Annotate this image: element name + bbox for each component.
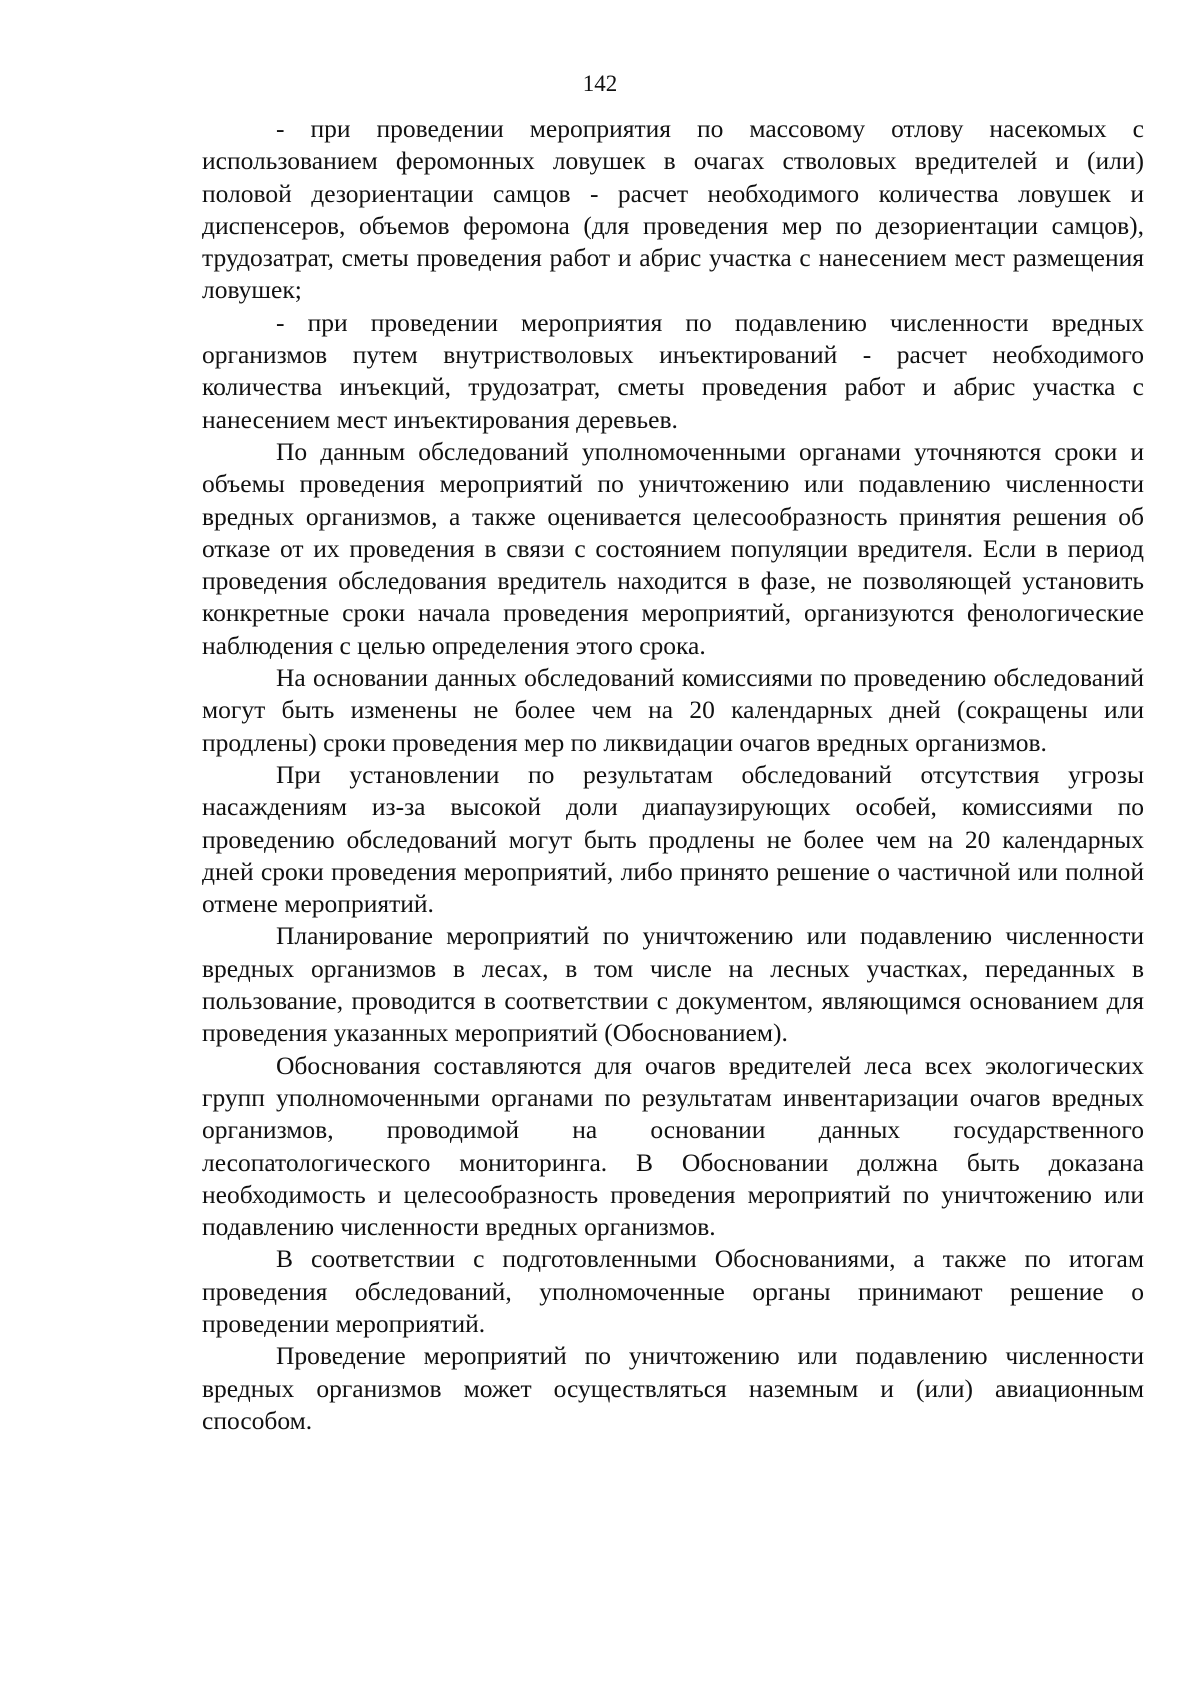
paragraph-threat-absence: При установлении по результатам обследований отсутствия угрозы насаждениям из-за высокой доли диапаузирующих особей, комиссиями по проведению обследований могут быть продлены не более чем на 20 календарных дней сроки проведения мероприятий, либо принято решение о частичной или полной отмене мероприятий. <box>202 759 1144 919</box>
paragraph-survey-deadlines: По данным обследований уполномоченными органами уточняются сроки и объемы проведения мероприятий по уничтожению или подавлению численности вредных организмов, а также оценивается целесообразность принятия решения об отказе от их проведения в связи с состоянием популяции вредителя. Если в период проведения обследования вредитель находится в фазе, не позволяющей установить конкретные сроки начала проведения мероприятий, организуются фенологические наблюдения с целью определения этого срока. <box>202 436 1144 660</box>
paragraph-decision: В соответствии с подготовленными Обоснованиями, а также по итогам проведения обследований, уполномоченные органы принимают решение о проведении мероприятий. <box>202 1244 1144 1338</box>
paragraph-planning: Планирование мероприятий по уничтожению или подавлению численности вредных организмов в лесах, в том числе на лесных участках, переданных в пользование, проводится в соответствии с документом, являющимся основанием для проведения указанных мероприятий (Обоснованием). <box>202 921 1144 1048</box>
paragraph-pheromone-traps: - при проведении мероприятия по массовому отлову насекомых с использованием феромонных ловушек в очагах стволовых вредителей и (или) половой дезориентации самцов - расчет необходимого количества ловушек и диспенсеров, объемов феромона (для проведения мер по дезориентации самцов), трудозатрат, сметы проведения работ и абрис участка с нанесением мест размещения ловушек; <box>202 114 1144 305</box>
paragraph-methods: Проведение мероприятий по уничтожению или подавлению численности вредных организмов может осуществляться наземным и (или) авиационным способом. <box>202 1341 1144 1435</box>
document-body <box>202 113 1144 1437</box>
paragraph-commission-changes: На основании данных обследований комиссиями по проведению обследований могут быть изменены не более чем на 20 календарных дней (сокращены или продлены) сроки проведения мер по ликвидации очагов вредных организмов. <box>202 663 1144 757</box>
page-number: 142 <box>582 71 618 96</box>
paragraph-trunk-injections: - при проведении мероприятия по подавлению численности вредных организмов путем внутристволовых инъектирований - расчет необходимого количества инъекций, трудозатрат, сметы проведения работ и абрис участка с нанесением мест инъектирования деревьев. <box>202 307 1144 434</box>
paragraph-justifications: Обоснования составляются для очагов вредителей леса всех экологических групп уполномоченными органами по результатам инвентаризации очагов вредных организмов, проводимой на основании данных государственного лесопатологического мониторинга. В Обосновании должна быть доказана необходимость и целесообразность проведения мероприятий по уничтожению или подавлению численности вредных организмов. <box>202 1050 1144 1242</box>
